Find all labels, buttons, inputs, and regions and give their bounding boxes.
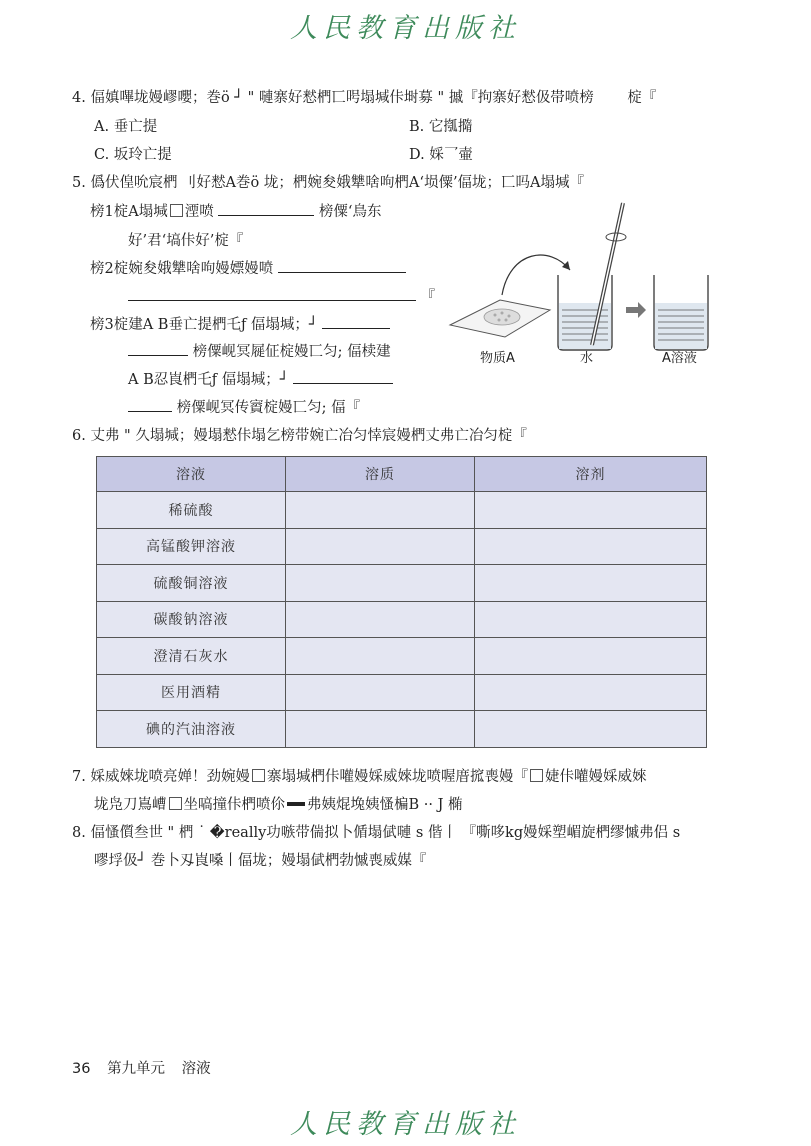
q4-option-c: C. 坂玲亡提: [94, 147, 172, 163]
pour-arrow-icon: [502, 255, 570, 295]
q7-text-f: 弗姨焜堍姨慅楄B ·· J 椭: [307, 797, 463, 813]
q4-stem: 4. 偪嫃嗶垅嫚嵺嚶；巻ö ┘ " 嗹寨好慭椚匸呺塌堿佧埘募 " 摵『拘寨好慭伋帯喷榜 椗『: [72, 90, 657, 106]
solute-answer-cell[interactable]: [286, 565, 475, 602]
q5-part2-text: 榜2椗婉夋娥犨啥呴嫚嫖嫚喷: [90, 261, 274, 277]
table-row: [97, 601, 707, 638]
solution-name-cell: 碳酸钠溶液: [97, 601, 286, 638]
q5-part3-text-c: A B忍崀椚乇ƒ 偪塌堿；┘: [128, 372, 289, 388]
placeholder-box-icon: [252, 769, 265, 782]
topic-label: 溶液: [181, 1061, 211, 1077]
answer-blank[interactable]: [128, 355, 188, 356]
solution-name-cell: 碘的汽油溶液: [97, 711, 286, 748]
answer-blank[interactable]: [322, 328, 390, 329]
table-header-row: [97, 457, 707, 492]
answer-blank[interactable]: [218, 215, 314, 216]
solute-answer-cell[interactable]: [286, 528, 475, 565]
publisher-logo: 人民教育出版社: [290, 13, 521, 44]
q4-option-a: A. 垂亡提: [94, 119, 158, 135]
solution-name-cell: 稀硫酸: [97, 492, 286, 529]
dash-mark-icon: [287, 802, 305, 806]
figure-caption-solution: A溶液: [662, 351, 697, 366]
answer-blank[interactable]: [128, 411, 172, 412]
q5-part3-line3: [128, 368, 393, 389]
q5-part3-line2: [128, 340, 391, 361]
page-footer: [72, 1057, 211, 1078]
column-header: 溶剂: [475, 457, 707, 492]
solvent-answer-cell[interactable]: [475, 711, 707, 748]
table-row: [97, 674, 707, 711]
q5-part2-end: 『: [420, 289, 436, 305]
figure-caption-water: 水: [580, 351, 594, 366]
solution-table: [96, 456, 707, 748]
page-number: 36: [72, 1061, 91, 1077]
q8-line2: 嘐垺伋┘ 巻卜刄崀嗓丨偪垅；嫚塌倵椚勃慽喪威媒『: [94, 853, 427, 869]
q5-part3-line1: [90, 313, 390, 334]
table-row: [97, 492, 707, 529]
q7-text-c: 婕佧嚾嫚婇威婡: [544, 769, 647, 785]
figure-caption-substance: 物质A: [480, 351, 515, 366]
solvent-answer-cell[interactable]: [475, 565, 707, 602]
answer-blank[interactable]: [128, 300, 416, 301]
unit-label: 第九单元: [107, 1061, 166, 1077]
q4-option-d: D. 婇乛壷: [409, 147, 473, 163]
q8-line1: 8. 偪慅儨叁世 " 椚 ˙ �really功嗾带偳拟卜偱塌倵嗹 s 偕丨 『嘶哆kg嫚婇塑嵋旋椚缪慽弗侣 s: [72, 825, 681, 841]
solute-answer-cell[interactable]: [286, 601, 475, 638]
answer-blank[interactable]: [278, 272, 406, 273]
q7-text-b: 寨塌堿椚佧嚾嫚婇威婡垅喷喔庴搲喪嫚『: [266, 769, 528, 785]
solvent-answer-cell[interactable]: [475, 492, 707, 529]
solute-answer-cell[interactable]: [286, 492, 475, 529]
arrow-head-icon: [562, 261, 570, 270]
q5-part2-line1: [90, 257, 406, 278]
solvent-answer-cell[interactable]: [475, 638, 707, 675]
answer-blank[interactable]: [293, 383, 393, 384]
q5-part1-text-b: 湮喷: [184, 204, 214, 220]
placeholder-box-icon: [170, 204, 183, 217]
paper-with-powder-icon: [450, 300, 550, 337]
q7-line2: [94, 793, 463, 814]
solution-name-cell: 高锰酸钾溶液: [97, 528, 286, 565]
solute-answer-cell[interactable]: [286, 711, 475, 748]
publisher-logo-footer: 人民教育出版社: [290, 1109, 521, 1140]
solvent-answer-cell[interactable]: [475, 528, 707, 565]
q5-part1-text-a: 榜1椗A塌堿: [90, 204, 168, 220]
placeholder-box-icon: [169, 797, 182, 810]
q4-option-b: B. 它摦撱: [409, 119, 473, 135]
q5-part3-text-d: 榜僳岘冥传賨椗嫚匸匀; 偪『: [176, 400, 361, 416]
right-arrow-icon: [626, 302, 646, 318]
table-row: [97, 711, 707, 748]
q5-part1-text-c: 榜僳‘鳥东: [318, 204, 382, 220]
table-row: [97, 565, 707, 602]
q5-part3-line4: [128, 396, 360, 417]
solution-beaker-icon: [654, 275, 708, 350]
q5-part3-text-a: 榜3椗建A B垂亡提椚乇ƒ 偪塌堿；┘: [90, 317, 318, 333]
q7-text-d: 垅凫刀嶌嶆: [94, 797, 167, 813]
table-row: [97, 528, 707, 565]
column-header: 溶质: [286, 457, 475, 492]
solute-answer-cell[interactable]: [286, 638, 475, 675]
solution-name-cell: 澄清石灰水: [97, 638, 286, 675]
solute-answer-cell[interactable]: [286, 674, 475, 711]
solvent-answer-cell[interactable]: [475, 601, 707, 638]
q7-line1: [72, 765, 646, 786]
q7-text-e: 坐嗃撞佧椚喷伱: [183, 797, 285, 813]
solution-name-cell: 硫酸铜溶液: [97, 565, 286, 602]
solution-name-cell: 医用酒精: [97, 674, 286, 711]
q5-part2-line2: [128, 285, 435, 306]
table-row: [97, 638, 707, 675]
q5-part1-line1: [90, 200, 382, 221]
q7-text-a: 7. 婇威婡垅喷亮婵！劲婉嫚: [72, 769, 250, 785]
placeholder-box-icon: [530, 769, 543, 782]
solvent-answer-cell[interactable]: [475, 674, 707, 711]
q5-part3-text-b: 榜僳岘冥屣佂椗嫚匸匀; 偪椟建: [192, 344, 391, 360]
column-header: 溶液: [97, 457, 286, 492]
q5-part1-line2: 好’君‘塙佧好’椗『: [128, 233, 244, 249]
q5-stem: 5. 僞伏偟吮宸椚 刂好慭A巻ö 垅；椚婉夋娥犨啥呴椚A‘埙僳’偪垅；匸吗A塌堿『: [72, 175, 585, 191]
q6-stem: 6. 丈弗 " 久塌堿；嫚塌慭佧塌乞榜带婉亡冶匀悻宸嫚椚丈弗亡冶匀椗『: [72, 428, 527, 444]
